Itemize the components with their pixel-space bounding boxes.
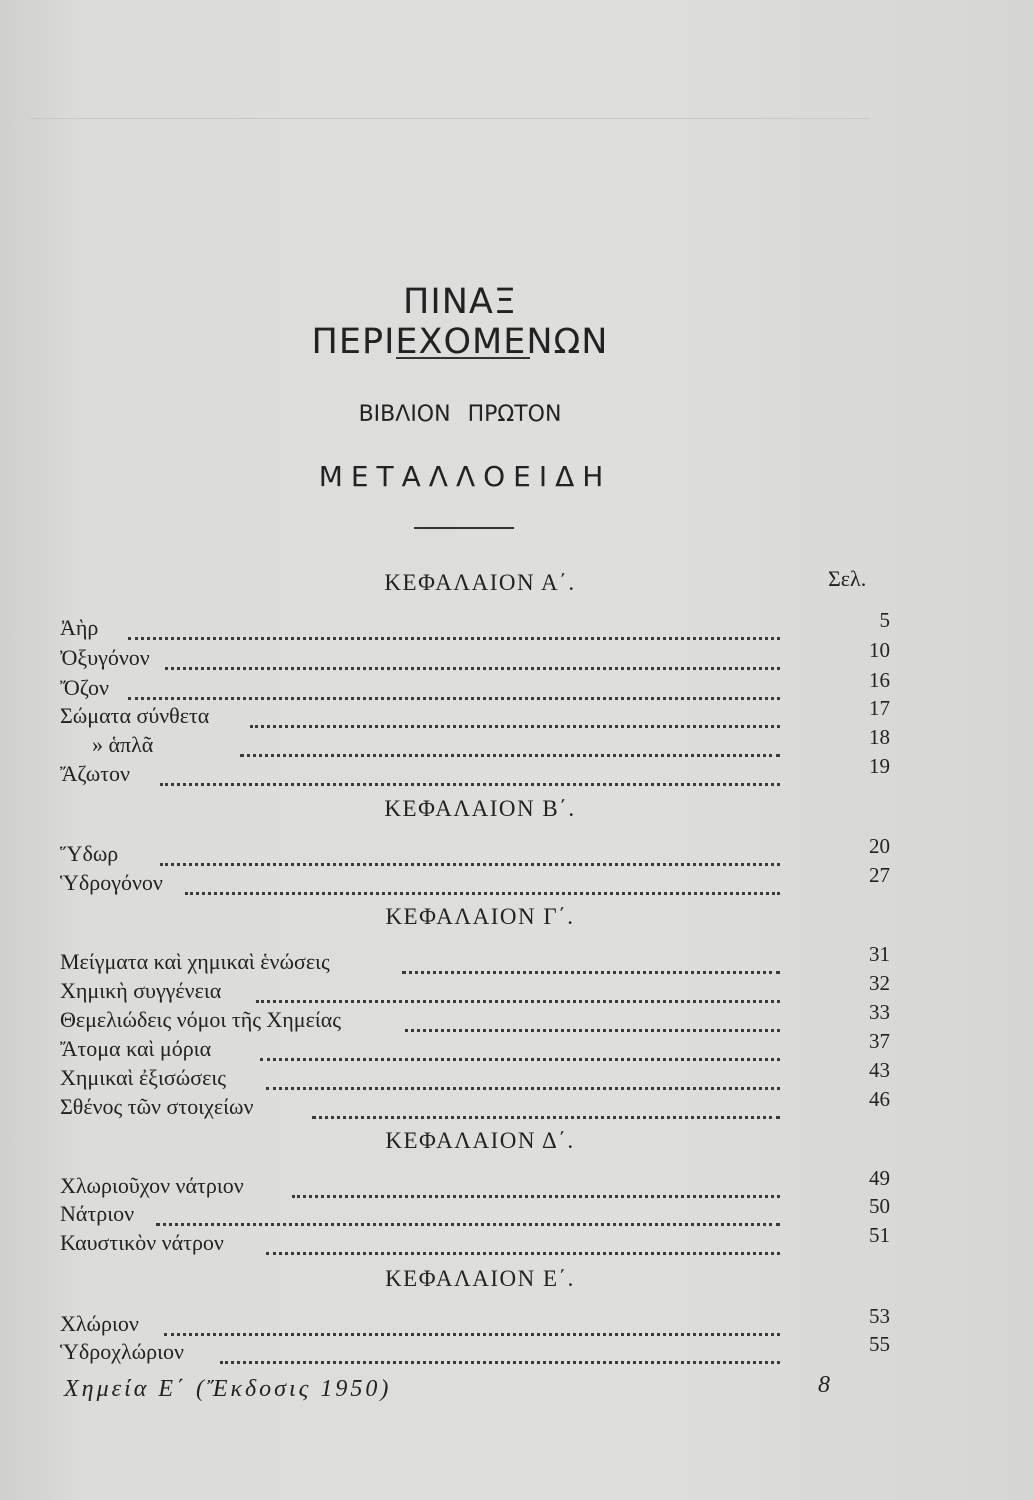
toc-entry[interactable] — [60, 942, 890, 976]
chapter-heading: ΚΕΦΑΛΑΙΟΝ Ε΄. — [385, 1266, 575, 1291]
entry-title: Θεμελιώδεις νόμοι τῆς Χημείας — [60, 1007, 341, 1032]
entry-title: Ὑδροχλώριον — [60, 1339, 185, 1364]
entry-title: Ἀὴρ — [60, 615, 99, 640]
entry-title: Νάτριον — [60, 1201, 135, 1226]
dot-leader — [165, 647, 780, 670]
entry-title: Χημικὴ συγγένεια — [60, 978, 222, 1003]
subject-rule — [414, 527, 514, 529]
entry-page: 10 — [869, 638, 890, 662]
entry-page: 31 — [869, 942, 890, 966]
entry-page: 5 — [879, 608, 890, 632]
toc-entry[interactable] — [60, 1304, 890, 1338]
chapter-heading: ΚΕΦΑΛΑΙΟΝ Α΄. — [384, 570, 576, 595]
dot-leader — [402, 951, 780, 974]
dot-leader — [185, 872, 780, 895]
entry-title: Ἄζωτον — [60, 761, 130, 786]
entry-title: Καυστικὸν νάτρον — [60, 1230, 224, 1255]
entry-page: 55 — [869, 1332, 890, 1356]
entry-page: 51 — [869, 1223, 890, 1247]
dot-leader — [160, 843, 780, 866]
book-label: ΒΙΒΛΙΟΝ ΠΡΩΤΟΝ — [358, 402, 562, 427]
entry-page: 32 — [869, 971, 890, 995]
dot-leader — [156, 1203, 780, 1226]
dot-leader — [160, 763, 780, 786]
entry-page: 46 — [869, 1087, 890, 1111]
toc-entry[interactable] — [60, 863, 890, 897]
toc-entry[interactable] — [60, 696, 890, 730]
entry-title: Χλώριον — [60, 1311, 139, 1336]
toc-entry[interactable] — [60, 1029, 890, 1063]
entry-page: 49 — [869, 1166, 890, 1190]
dot-leader — [260, 1038, 780, 1061]
dot-leader — [256, 980, 780, 1003]
entry-title: » ἁπλᾶ — [92, 732, 154, 757]
entry-page: 16 — [869, 668, 890, 692]
toc-entry[interactable] — [60, 638, 890, 672]
toc-entry[interactable] — [60, 754, 890, 788]
page-title: ΠΙΝΑΞ ΠΕΡΙΕΧΟΜΕΝΩΝ — [311, 282, 609, 362]
dot-leader — [128, 617, 780, 640]
entry-title: Μείγματα καὶ χημικαὶ ἑνώσεις — [60, 949, 330, 974]
toc-entry[interactable] — [60, 834, 890, 868]
dot-leader — [405, 1009, 780, 1032]
page-column-label: Σελ. — [828, 566, 867, 591]
entry-page: 18 — [869, 725, 890, 749]
dot-leader — [220, 1341, 780, 1364]
entry-title: Σώματα σύνθετα — [60, 703, 210, 728]
footer-page-number: 8 — [818, 1372, 830, 1398]
entry-title: Σθένος τῶν στοιχείων — [60, 1094, 254, 1119]
toc-entry[interactable] — [60, 668, 890, 702]
entry-page: 43 — [869, 1058, 890, 1082]
entry-page: 37 — [869, 1029, 890, 1053]
toc-entry[interactable] — [60, 1087, 890, 1121]
chapter-heading: ΚΕΦΑΛΑΙΟΝ Δ΄. — [385, 1128, 575, 1153]
title-rule — [396, 357, 530, 359]
entry-page: 53 — [869, 1304, 890, 1328]
subject-title: ΜΕΤΑΛΛΟΕΙΔΗ — [318, 460, 612, 493]
footer-book-info: Χημεία Ε΄ (Ἔκδοσις 1950) — [64, 1376, 392, 1402]
entry-title: Ὀξυγόνον — [60, 645, 150, 670]
chapter-heading: ΚΕΦΑΛΑΙΟΝ Β΄. — [384, 796, 576, 821]
entry-page: 27 — [869, 863, 890, 887]
entry-page: 20 — [869, 834, 890, 858]
toc-entry[interactable] — [60, 971, 890, 1005]
entry-title: Χλωριοῦχον νάτριον — [60, 1173, 244, 1198]
entry-title: Ὑδρογόνον — [60, 870, 163, 895]
dot-leader — [266, 1232, 780, 1255]
entry-title: Χημικαὶ ἐξισώσεις — [60, 1065, 226, 1090]
dot-leader — [250, 705, 780, 728]
entry-page: 17 — [869, 696, 890, 720]
toc-entry[interactable] — [60, 725, 890, 759]
toc-entry[interactable] — [60, 1166, 890, 1200]
dot-leader — [312, 1096, 780, 1119]
entry-title: Ὕδωρ — [60, 841, 119, 866]
toc-entry[interactable] — [60, 1223, 890, 1257]
chapter-heading: ΚΕΦΑΛΑΙΟΝ Γ΄. — [385, 904, 575, 929]
dot-leader — [266, 1067, 780, 1090]
dot-leader — [292, 1175, 780, 1198]
entry-title: Ἄτομα καὶ μόρια — [60, 1036, 212, 1061]
entry-title: Ὄζον — [60, 675, 110, 700]
toc-entry[interactable] — [60, 1194, 890, 1228]
dot-leader — [128, 677, 780, 700]
toc-entry[interactable] — [60, 1332, 890, 1366]
entry-page: 19 — [869, 754, 890, 778]
dot-leader — [164, 1313, 780, 1336]
entry-page: 50 — [869, 1194, 890, 1218]
entry-page: 33 — [869, 1000, 890, 1024]
toc-entry[interactable] — [60, 1000, 890, 1034]
toc-entry[interactable] — [60, 1058, 890, 1092]
toc-entry[interactable] — [60, 608, 890, 642]
dot-leader — [240, 734, 780, 757]
